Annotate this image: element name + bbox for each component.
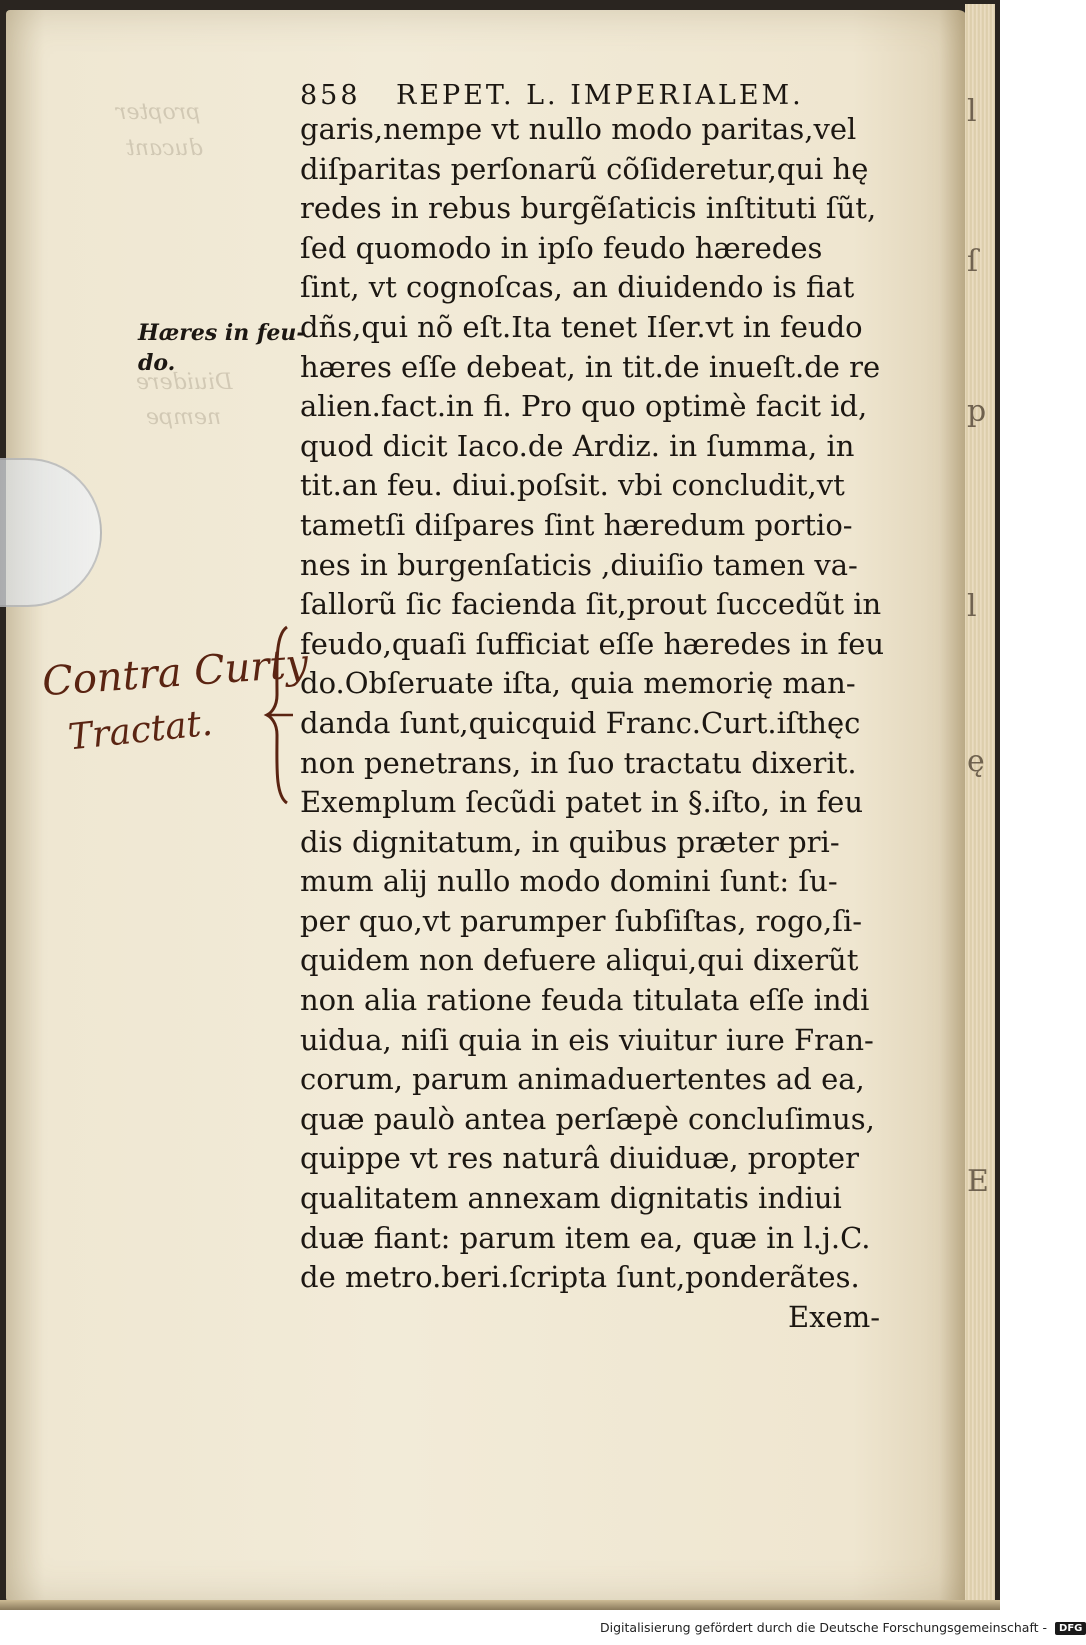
- text-line: garis,nempe vt nullo modo paritas,vel: [300, 112, 857, 146]
- catchword: Exem-: [788, 1299, 880, 1334]
- text-line: dis dignitatum, in quibus præter pri-: [300, 824, 840, 859]
- text-line: quod dicit Iaco.de Ardiz. in ſumma, in: [300, 428, 855, 463]
- text-line: per quo,vt parumper ſubſiſtas, rogo,ſi-: [300, 903, 863, 938]
- text-line: quæ paulò antea perſæpè concluſimus,: [300, 1101, 875, 1136]
- printed-margin-note: [138, 318, 306, 378]
- running-title: REPET. L. IMPERIALEM.: [396, 80, 804, 111]
- text-line: do.Obſeruate iſta, quia memorię man-: [300, 666, 856, 701]
- bleed-through-text: ducant: [126, 136, 203, 161]
- text-line: tametſi diſpares ſint hæredum portio-: [300, 507, 853, 542]
- handwritten-brace-icon: [265, 625, 295, 805]
- text-line: uidua, niſi quia in eis viuitur iure Fran-: [300, 1022, 874, 1057]
- facing-page-edge: l ſ p l ę E: [965, 4, 995, 1606]
- text-line: non alia ratione feuda titulata eſſe indi: [300, 983, 870, 1018]
- body-text: [300, 110, 885, 1337]
- handwritten-annotation: Contra Curty: [40, 640, 310, 706]
- text-line: hæres eſſe debeat, in tit.de inueſt.de re: [300, 349, 881, 384]
- margin-note-line: Hæres in feu-: [138, 320, 306, 346]
- margin-note-line: do.: [138, 350, 176, 376]
- text-line: non penetrans, in ſuo tractatu dixerit.: [300, 745, 857, 780]
- text-line: quippe vt res naturâ diuiduæ, propter: [300, 1141, 859, 1176]
- text-line: feudo,quaſi ſufficiat eſſe hæredes in feu: [300, 626, 885, 661]
- credit-text: Digitalisierung gefördert durch die Deutsche Forschungsgemeinschaft -: [600, 1620, 1048, 1635]
- text-line: mum alij nullo modo domini ſunt: ſu-: [300, 864, 838, 899]
- text-line: qualitatem annexam dignitatis indiui: [300, 1181, 842, 1216]
- text-line: ſint, vt cognoſcas, an diuidendo is fiat: [300, 270, 855, 305]
- text-line: ſallorũ ſic facienda ſit,prout ſuccedũt in: [300, 587, 882, 622]
- text-line: tit.an feu. diui.poſsit. vbi concludit,vt: [300, 468, 845, 503]
- text-line: danda ſunt,quicquid Franc.Curt.iſthęc: [300, 705, 861, 740]
- text-line: duæ fiant: parum item ea, quæ in l.j.C.: [300, 1220, 871, 1255]
- bleed-through-text: nempe: [146, 405, 222, 430]
- text-line: dñs,qui nõ eſt.Ita tenet Iſer.vt in feudo: [300, 309, 863, 344]
- digitization-credit: [600, 1620, 1083, 1642]
- text-line: ſed quomodo in ipſo feudo hæredes: [300, 230, 823, 265]
- text-line: quidem non defuere aliqui,qui dixerũt: [300, 943, 859, 978]
- page-number: 858: [300, 80, 361, 111]
- text-line: nes in burgenſaticis ,diuiſio tamen va-: [300, 547, 858, 582]
- text-line: redes in rebus burgẽſaticis inſtituti ſũt,: [300, 191, 877, 226]
- text-line: Exemplum ſecũdi patet in §.iſto, in feu: [300, 785, 864, 820]
- handwritten-annotation: Tractat.: [66, 702, 215, 759]
- book-bottom-edge: [0, 1600, 1000, 1610]
- text-line: corum, parum animaduertentes ad ea,: [300, 1062, 865, 1097]
- text-line: de metro.beri.ſcripta ſunt,ponderãtes.: [300, 1260, 860, 1295]
- bleed-through-text: propter: [116, 100, 201, 125]
- text-line: diſparitas perſonarũ cõſideretur,qui hę: [300, 151, 869, 186]
- bleed-through-text: Diuidere: [136, 370, 233, 395]
- text-line: alien.fact.in fi. Pro quo optimè facit id,: [300, 389, 868, 424]
- dfg-logo: DFG: [1055, 1622, 1086, 1635]
